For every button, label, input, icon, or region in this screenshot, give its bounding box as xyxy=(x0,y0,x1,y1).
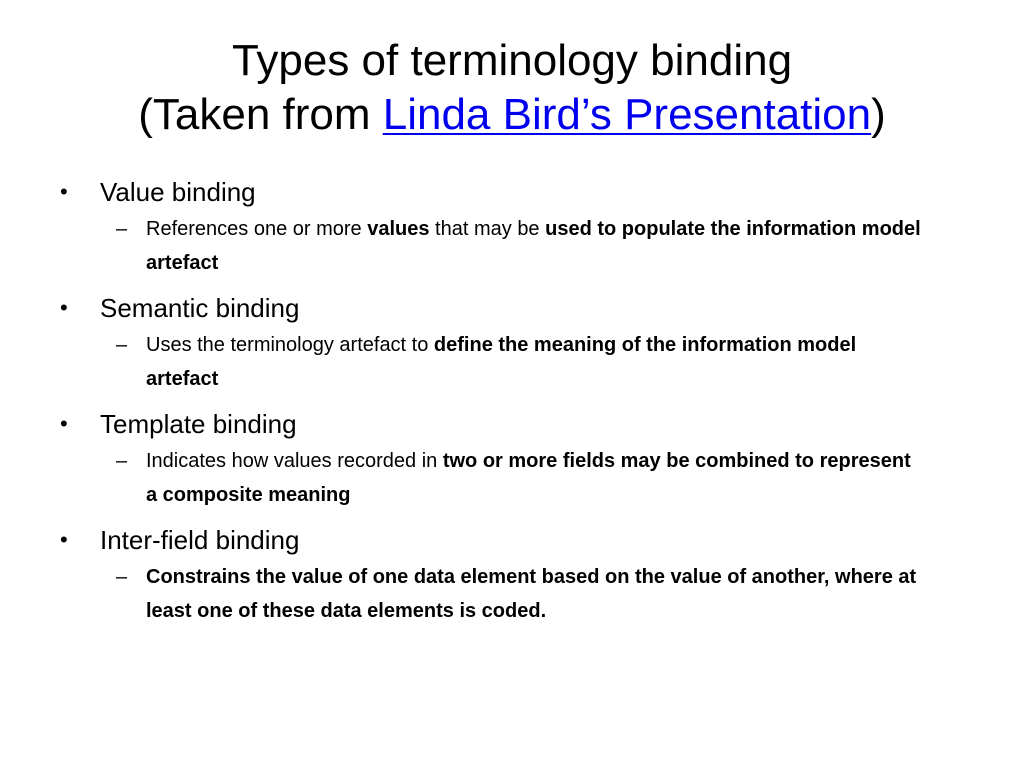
bullet-icon: • xyxy=(60,411,68,436)
bullet-item xyxy=(58,408,958,440)
sub-bullet-item xyxy=(58,212,926,280)
title-suffix: ) xyxy=(871,90,886,139)
bullet-item xyxy=(58,524,958,556)
presentation-link[interactable]: Linda Bird’s Presentation xyxy=(382,90,872,139)
sub-bullet-bold-text: Constrains the value of one data element based on the value of another, where at least one of these data elements is coded. xyxy=(146,566,917,622)
bullet-icon: • xyxy=(60,179,68,204)
sub-bullet-text: References one or more xyxy=(146,218,368,240)
bullet-icon: • xyxy=(60,295,68,320)
sub-bullet-item xyxy=(58,328,926,396)
bullet-list xyxy=(58,168,958,640)
sub-bullet-text: that may be xyxy=(429,218,546,240)
sub-bullet-item xyxy=(58,560,926,628)
bullet-heading: Semantic binding xyxy=(100,293,300,323)
bullet-item xyxy=(58,292,958,324)
sub-bullet-text: Indicates how values recorded in xyxy=(146,450,443,472)
dash-icon: – xyxy=(116,218,128,240)
dash-icon: – xyxy=(116,334,128,356)
bullet-item xyxy=(58,176,958,208)
title-prefix: (Taken from xyxy=(138,90,383,139)
bullet-icon: • xyxy=(60,527,68,552)
sub-bullet-bold-text: two or more fields may be combined to represent a composite meaning xyxy=(146,450,911,506)
bullet-heading: Template binding xyxy=(100,409,297,439)
sub-bullet-bold-text: used to populate the information model artefact xyxy=(146,218,921,274)
title-line-1: Types of terminology binding xyxy=(231,36,793,85)
sub-bullet-text: Uses the terminology artefact to xyxy=(146,334,434,356)
sub-bullet-bold-text: define the meaning of the information model artefact xyxy=(146,334,857,390)
bullet-heading: Value binding xyxy=(100,177,256,207)
title-line-2 xyxy=(0,88,1024,142)
dash-icon: – xyxy=(116,450,128,472)
sub-bullet-item xyxy=(58,444,926,512)
dash-icon: – xyxy=(116,566,128,588)
sub-bullet-bold-text: values xyxy=(367,218,430,240)
bullet-heading: Inter-field binding xyxy=(100,525,300,555)
slide-title xyxy=(0,34,1024,142)
